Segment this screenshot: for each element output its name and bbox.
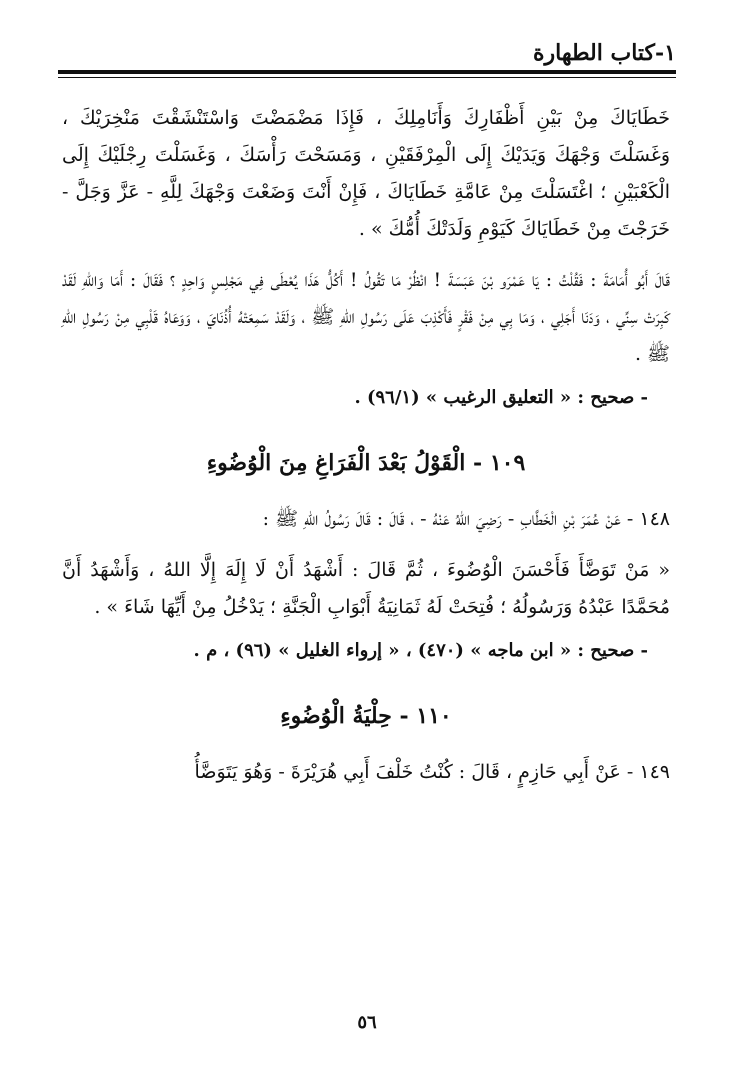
book-title: ١-كتاب الطهارة	[532, 40, 676, 66]
section-heading-109: ١٠٩ - الْقَوْلُ بَعْدَ الْفَرَاغِ مِنَ الْوُضُوءِ	[206, 450, 526, 476]
header-rule-thick	[58, 70, 676, 74]
section-heading-110: ١١٠ - حِلْيَةُ الْوُضُوءِ	[280, 703, 452, 729]
hadith-148-intro: ١٤٨ - عَنْ عُمَرَ بْنِ الْخَطَّابِ - رَضِيَ اللهُ عَنْهُ - ، قَالَ : قَالَ رَسُولُ اللهِ ﷺ :	[262, 508, 670, 530]
hadith-continuation: خَطَايَاكَ مِنْ بَيْنِ أَظْفَارِكَ وَأَنَامِلِكَ ، فَإِذَا مَضْمَضْتَ وَاسْتَنْشَقْتَ مَنْخِرَيْكَ ، وَغَسَلْتَ وَجْهَكَ وَيَدَيْكَ إِلَى الْمِرْفَقَيْنِ ، وَمَسَحْتَ رَأْسَكَ ، وَغَسَلْتَ رِجْلَيْكَ إِلَى الْكَعْبَيْنِ ؛ اغْتَسَلْتَ مِنْ عَامَّةِ خَطَايَاكَ ، فَإِنْ أَنْتَ وَضَعْتَ وَجْهَكَ لِلَّهِ - عَزَّ وَجَلَّ - خَرَجْتَ مِنْ خَطَايَاكَ كَيَوْمِ وَلَدَتْكَ أُمُّكَ » .	[62, 107, 670, 240]
hadith-148-text: « مَنْ تَوَضَّأَ فَأَحْسَنَ الْوُضُوءَ ، ثُمَّ قَالَ : أَشْهَدُ أَنْ لَا إِلَهَ إِلَّا اللهُ ، وَأَشْهَدُ أَنَّ مُحَمَّدًا عَبْدُهُ وَرَسُولُهُ ؛ فُتِحَتْ لَهُ ثَمَانِيَةُ أَبْوَابِ الْجَنَّةِ ؛ يَدْخُلُ مِنْ أَيِّهَا شَاءَ » .	[62, 559, 670, 618]
text-body	[62, 100, 670, 791]
running-header	[58, 40, 676, 74]
page-number: ٥٦	[357, 1012, 377, 1033]
header-rule-thin	[58, 77, 676, 78]
grading-note-2: - صحيح : « ابن ماجه » (٤٧٠) ، « إرواء الغليل » (٩٦) ، م .	[193, 640, 648, 661]
hadith-149-intro: ١٤٩ - عَنْ أَبِي حَازِمٍ ، قَالَ : كُنْتُ خَلْفَ أَبِي هُرَيْرَةَ - وَهُوَ يَتَوَضَّأُ	[194, 761, 670, 783]
abu-umamah-paragraph: قَالَ أَبُو أُمَامَةَ : فَقُلْتُ : يَا عَمْرَو بْنَ عَبَسَةَ ! انْظُرْ مَا تَقُولُ ! أَكُلُّ هَذَا يُعْطَى فِي مَجْلِسٍ وَاحِدٍ ؟ فَقَالَ : أَمَا وَاللهِ لَقَدْ كَبِرَتْ سِنِّي ، وَدَنَا أَجَلِي ، وَمَا بِي مِنْ فَقْرٍ فَأَكْذِبَ عَلَى رَسُولِ اللهِ ﷺ ، وَلَقَدْ سَمِعَتْهُ أُذُنَايَ ، وَوَعَاهُ قَلْبِي مِنْ رَسُولِ اللهِ ﷺ .	[62, 269, 670, 365]
grading-note-1: - صحيح : « التعليق الرغيب » (٩٦/١) .	[354, 387, 648, 408]
